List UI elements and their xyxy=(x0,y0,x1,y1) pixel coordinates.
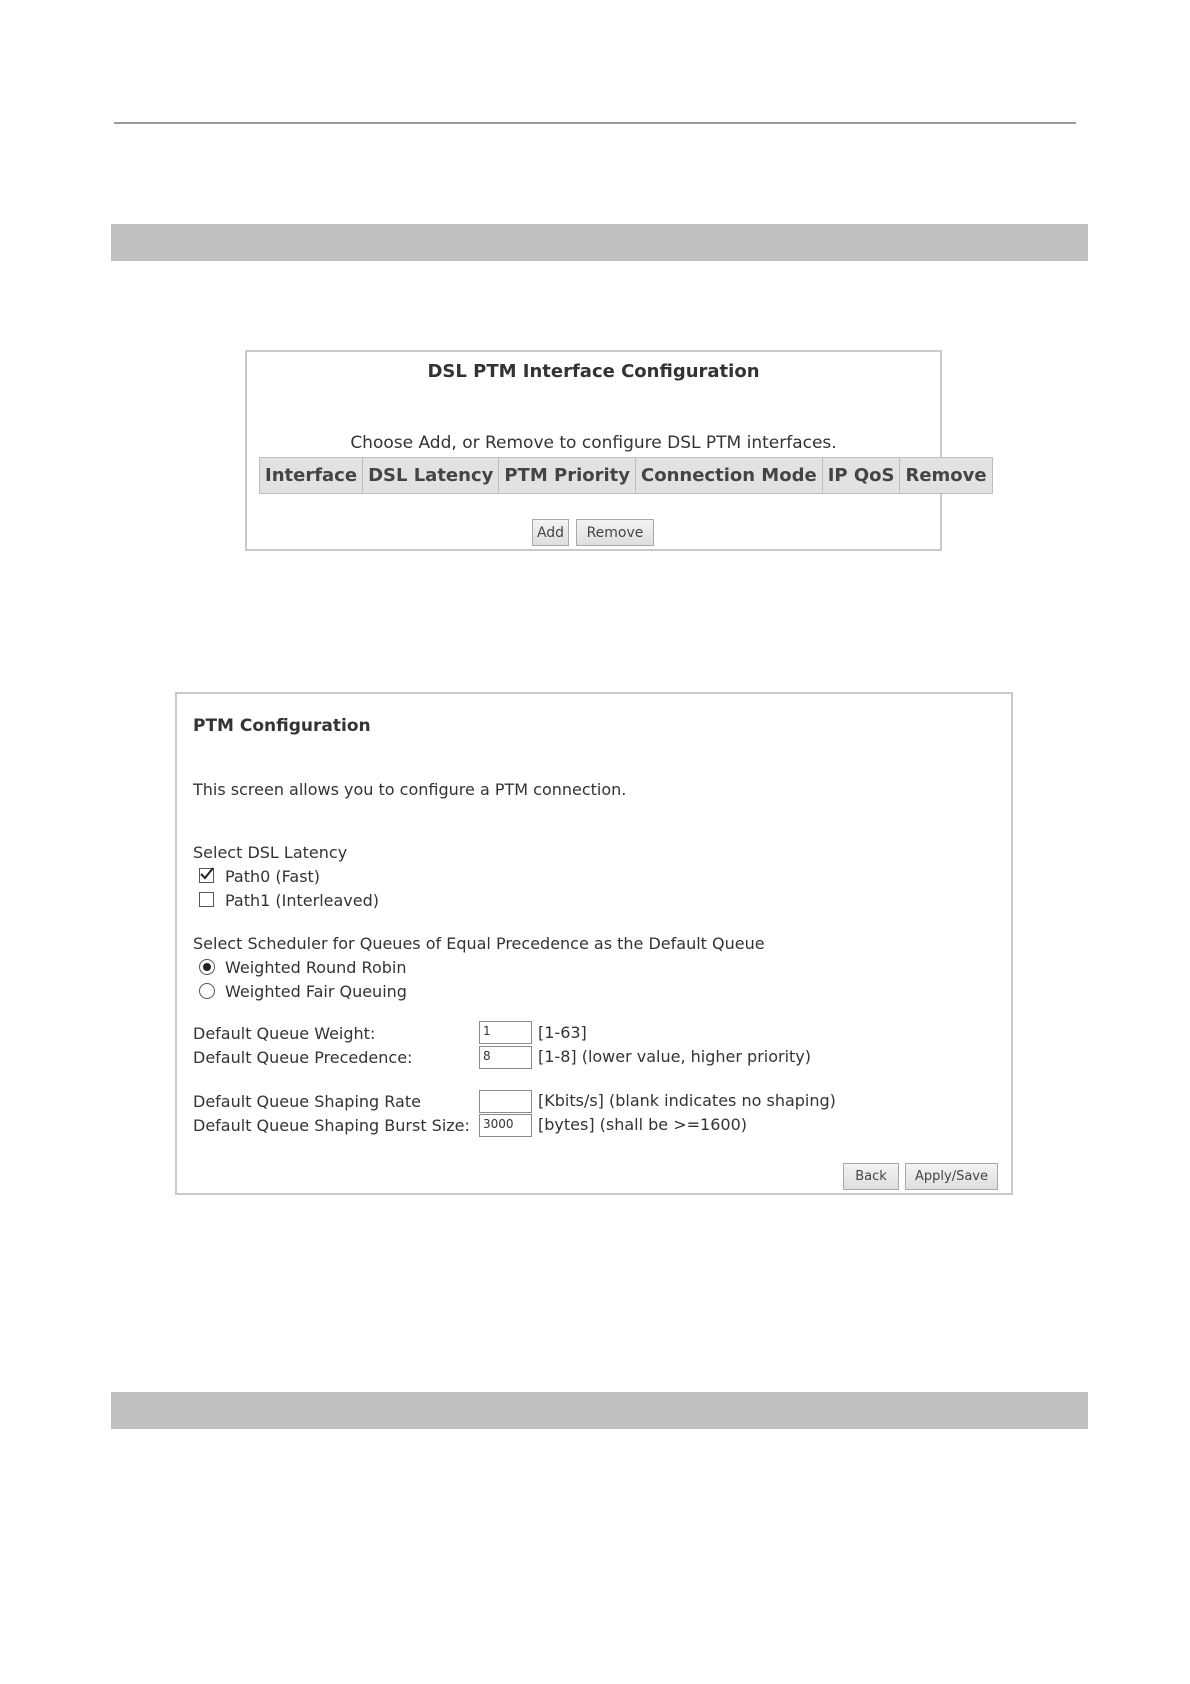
path0-checkbox[interactable] xyxy=(199,868,214,883)
radio-selected-dot xyxy=(203,963,211,971)
column-header-dsl-latency: DSL Latency xyxy=(363,458,499,494)
queue-precedence-input[interactable]: 8 xyxy=(479,1046,532,1069)
shaping-rate-hint: [Kbits/s] (blank indicates no shaping) xyxy=(538,1091,836,1110)
back-button[interactable]: Back xyxy=(843,1163,899,1190)
ptm-configuration-panel xyxy=(175,692,1013,1195)
path1-label: Path1 (Interleaved) xyxy=(225,891,380,910)
checkmark-icon xyxy=(199,866,214,881)
weighted-fair-queuing-label: Weighted Fair Queuing xyxy=(225,982,407,1001)
column-header-ip-qos: IP QoS xyxy=(822,458,900,494)
scheduler-label: Select Scheduler for Queues of Equal Precedence as the Default Queue xyxy=(193,934,765,953)
dsl-latency-label: Select DSL Latency xyxy=(193,843,348,862)
shaping-rate-label: Default Queue Shaping Rate xyxy=(193,1092,421,1111)
column-header-connection-mode: Connection Mode xyxy=(636,458,823,494)
shaping-burst-label: Default Queue Shaping Burst Size: xyxy=(193,1116,470,1135)
path1-checkbox[interactable] xyxy=(199,892,214,907)
shaping-rate-input[interactable] xyxy=(479,1090,532,1113)
weighted-round-robin-radio[interactable] xyxy=(199,959,215,975)
panel-title: DSL PTM Interface Configuration xyxy=(427,361,760,382)
path0-label: Path0 (Fast) xyxy=(225,867,321,886)
weighted-round-robin-label: Weighted Round Robin xyxy=(225,958,407,977)
ptm-config-title: PTM Configuration xyxy=(193,716,371,736)
ptm-config-description: This screen allows you to configure a PTM connection. xyxy=(193,780,627,799)
header-rule xyxy=(114,122,1076,124)
weighted-fair-queuing-radio[interactable] xyxy=(199,983,215,999)
dsl-ptm-interface-panel xyxy=(245,350,987,551)
queue-weight-hint: [1-63] xyxy=(538,1023,587,1042)
section-header-bar xyxy=(111,224,1088,261)
queue-weight-label: Default Queue Weight: xyxy=(193,1024,376,1043)
queue-precedence-hint: [1-8] (lower value, higher priority) xyxy=(538,1047,812,1066)
queue-weight-input[interactable]: 1 xyxy=(479,1021,532,1044)
table-header-row xyxy=(260,458,993,494)
interface-table xyxy=(259,457,993,494)
column-header-interface: Interface xyxy=(260,458,363,494)
column-header-ptm-priority: PTM Priority xyxy=(499,458,636,494)
queue-precedence-label: Default Queue Precedence: xyxy=(193,1048,413,1067)
shaping-burst-hint: [bytes] (shall be >=1600) xyxy=(538,1115,748,1134)
remove-button[interactable]: Remove xyxy=(576,519,654,546)
apply-save-button[interactable]: Apply/Save xyxy=(905,1163,998,1190)
section-footer-bar xyxy=(111,1392,1088,1429)
panel-description: Choose Add, or Remove to configure DSL PTM interfaces. xyxy=(350,433,837,453)
add-button[interactable]: Add xyxy=(532,519,569,546)
shaping-burst-input[interactable]: 3000 xyxy=(479,1114,532,1137)
column-header-remove: Remove xyxy=(900,458,992,494)
